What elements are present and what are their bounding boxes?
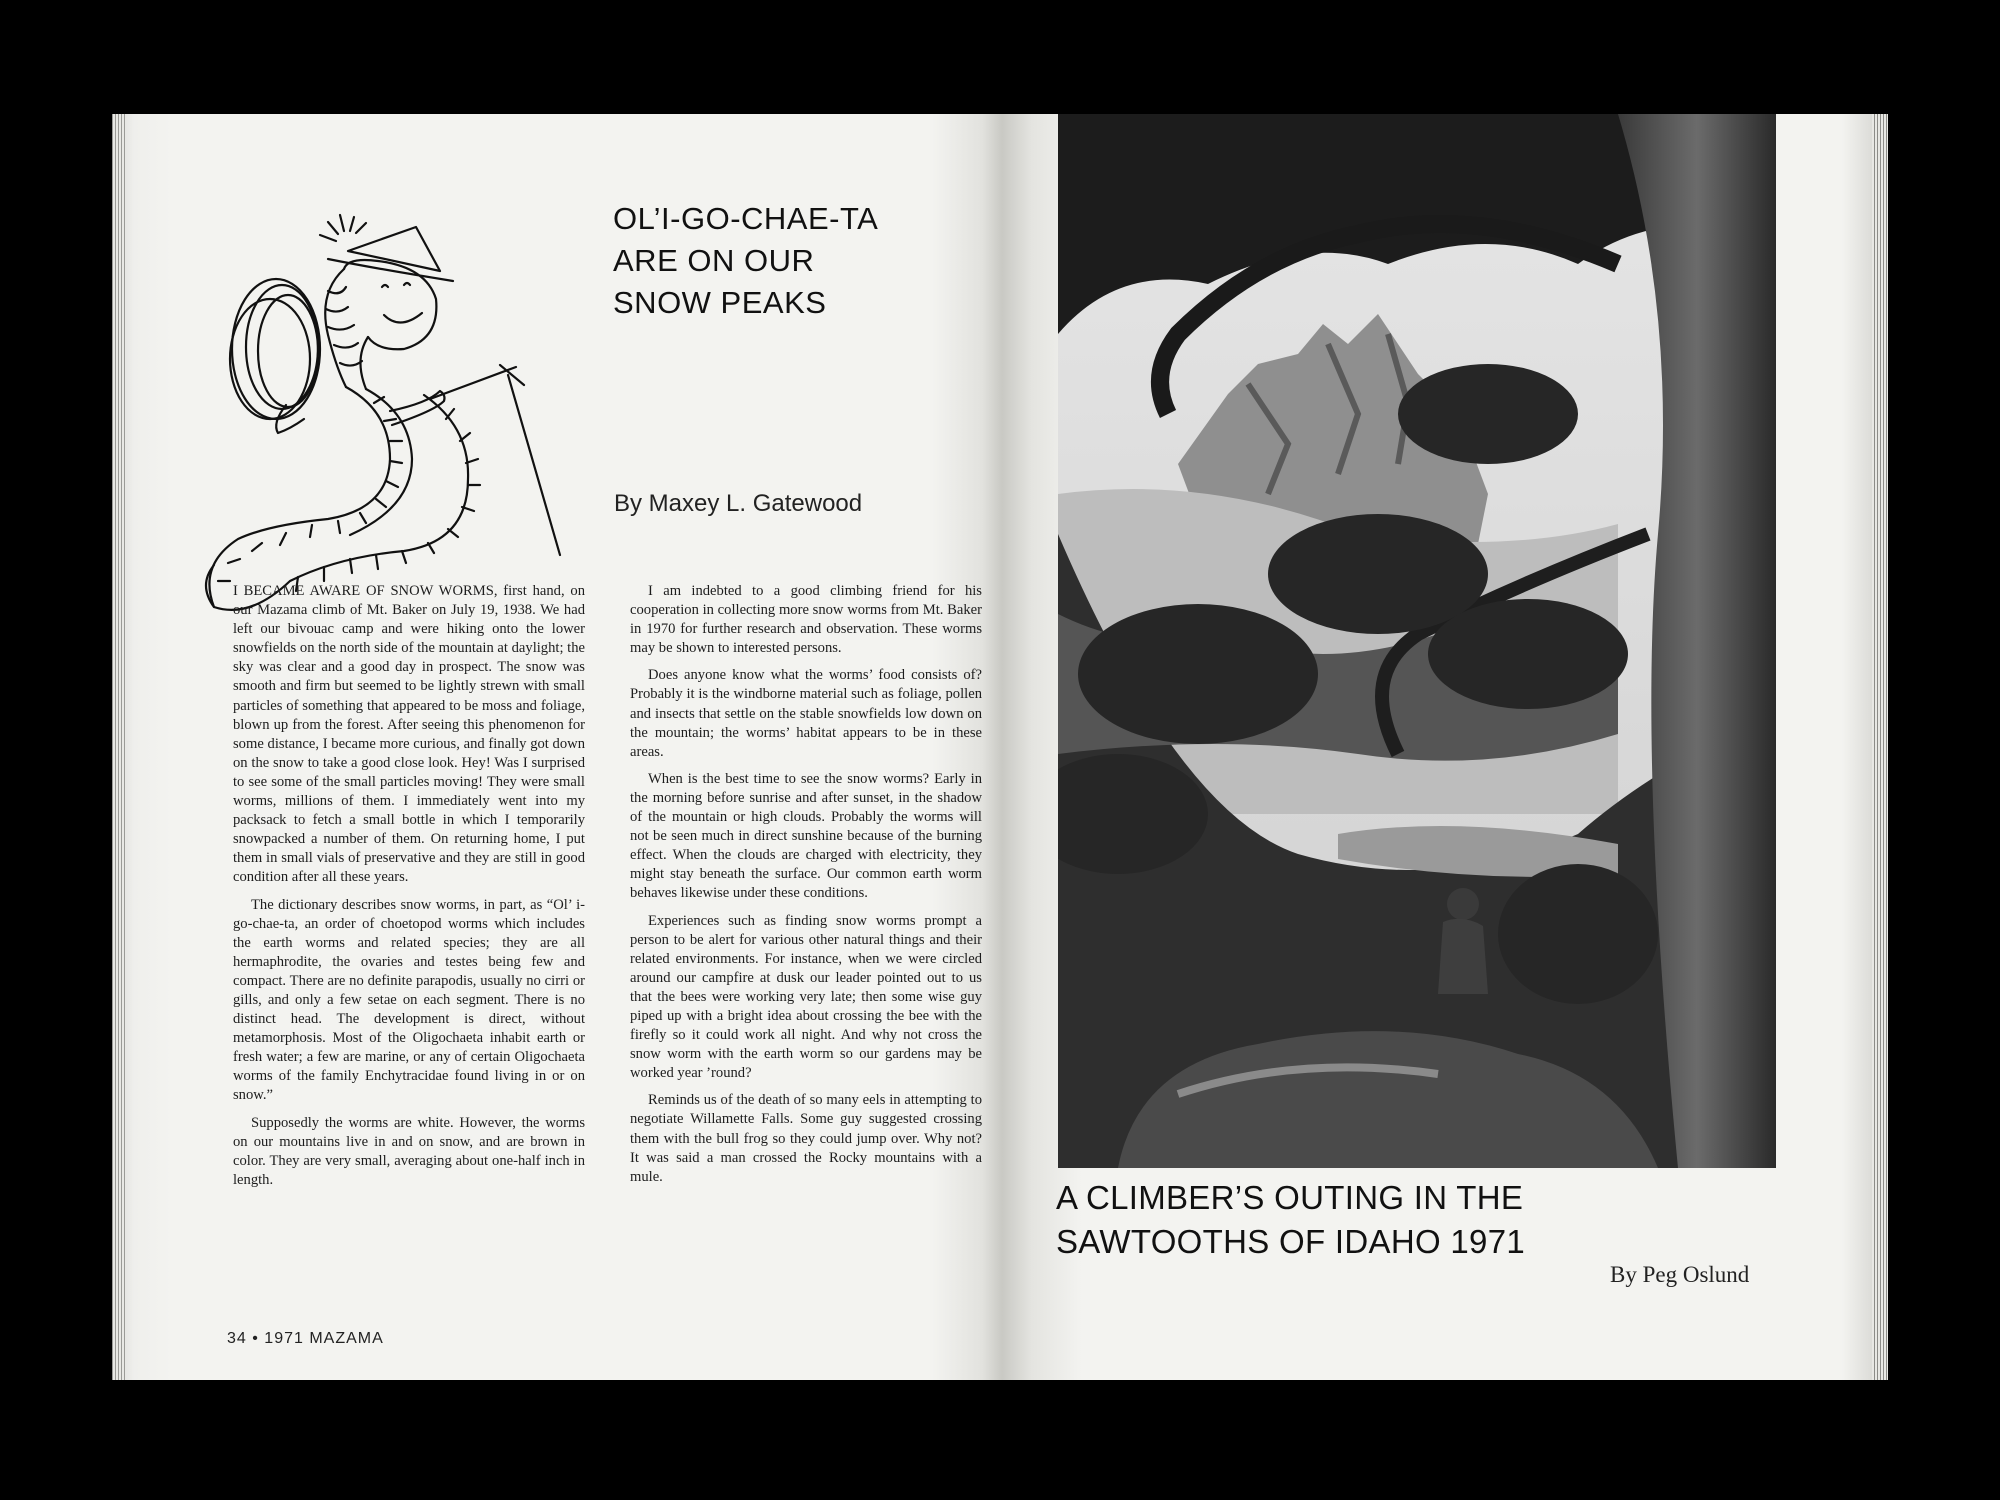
paragraph: I am indebted to a good climbing friend for his cooperation in collecting more snow worms from Mt. Baker in 1970 for further research and observation. These worms may be shown to interested persons. <box>630 583 982 657</box>
paragraph: Does anyone know what the worms’ food consists of? Probably it is the windborne material such as foliage, pollen and insects that settle on the stable snowfields low down on the mountain; the worms’ habitat appears to be in these areas. <box>630 667 982 760</box>
paragraph: Experiences such as finding snow worms prompt a person to be alert for various other natural things and their related environments. For instance, when we were circled around our campfire at dusk our leader pointed out to us that the bees were working very late; then some wise guy piped up with a bright idea about crossing the bee with the firefly so it could work all night. And why not cross the snow worm with the earth worm so our gardens may be worked year ’round? <box>630 912 982 1082</box>
paragraph: Reminds us of the death of so many eels in attempting to negotiate Willamette Falls. Some guy suggested crossing them with the bull frog so they could jump over. Why not? It was said a man crossed the Rocky mountains with a mule. <box>630 1092 982 1185</box>
title-line: OL’I-GO-CHAE-TA <box>613 201 879 236</box>
text-column-1 <box>233 582 585 1198</box>
paragraph: Supposedly the worms are white. However, the worms on our mountains live in and on snow, and are brown in color. They are very small, averaging about one-half inch in length. <box>233 1114 585 1188</box>
second-article-byline: By Peg Oslund <box>1610 1262 1750 1287</box>
paragraph: When is the best time to see the snow worms? Early in the morning before sunrise and after sunset, in the shadow of the mountain or high clouds. Probably the worms will not be seen much in direct sunshine because of the burning effect. When the clouds are charged with electricity, they might stay beneath the surface. Our common earth worm behaves likewise under these conditions. <box>630 770 982 902</box>
title-line: ARE ON OUR <box>613 243 815 278</box>
second-article-title <box>1056 1176 1756 1264</box>
text-column-2 <box>630 582 982 1195</box>
title-line: A CLIMBER’S OUTING IN THE <box>1056 1179 1524 1216</box>
article-byline: By Maxey L. Gatewood <box>614 490 863 517</box>
magazine-spread <box>112 114 1888 1380</box>
paragraph: The dictionary describes snow worms, in part, as “Ol’ i-go-chae-ta, an order of choetopod worms which includes the earth worms and related species; they are all hermaphrodite, the ovaries and testes being few and compact. There are no definite parapodis, usually no cirri or gills, and only a few setae on each segment. There is no distinct head. The development is direct, without metamorphosis. Most of the Oligochaeta inhabit earth or fresh water; a few are marine, or any of certain Oligochaeta worms of the family Enchytracidae found living in or on snow.” <box>233 896 585 1104</box>
page-edge <box>112 114 126 1380</box>
article-title <box>613 198 973 324</box>
title-line: SNOW PEAKS <box>613 285 827 320</box>
page-edge <box>1872 114 1888 1380</box>
left-page <box>112 114 1002 1380</box>
title-line: SAWTOOTHS OF IDAHO 1971 <box>1056 1223 1525 1260</box>
mountain-pine-tree-photo-icon <box>1058 114 1776 1168</box>
paragraph: I BECAME AWARE OF SNOW WORMS, first hand, on our Mazama climb of Mt. Baker on July 19, 1938. We had left our bivouac camp and were hiking onto the lower snowfields on the north side of the mountain at daylight; the sky was clear and a good day in prospect. The snow was smooth and firm but seemed to be lightly strewn with small particles of something that appeared to be moss and foliage, blown up from the forest. After seeing this phenomenon for some distance, I became more curious, and finally got down on the snow to take a good close look. Hey! Was I surprised to see some of the small particles moving! They were small worms, millions of them. I immediately went into my packsack to fetch a small bottle in which I temporarily snowpacked a number of them. On returning home, I put them in small vials of preservative and they are still in good condition after all these years. <box>233 583 585 886</box>
page-folio: 34 • 1971 MAZAMA <box>227 1330 384 1347</box>
